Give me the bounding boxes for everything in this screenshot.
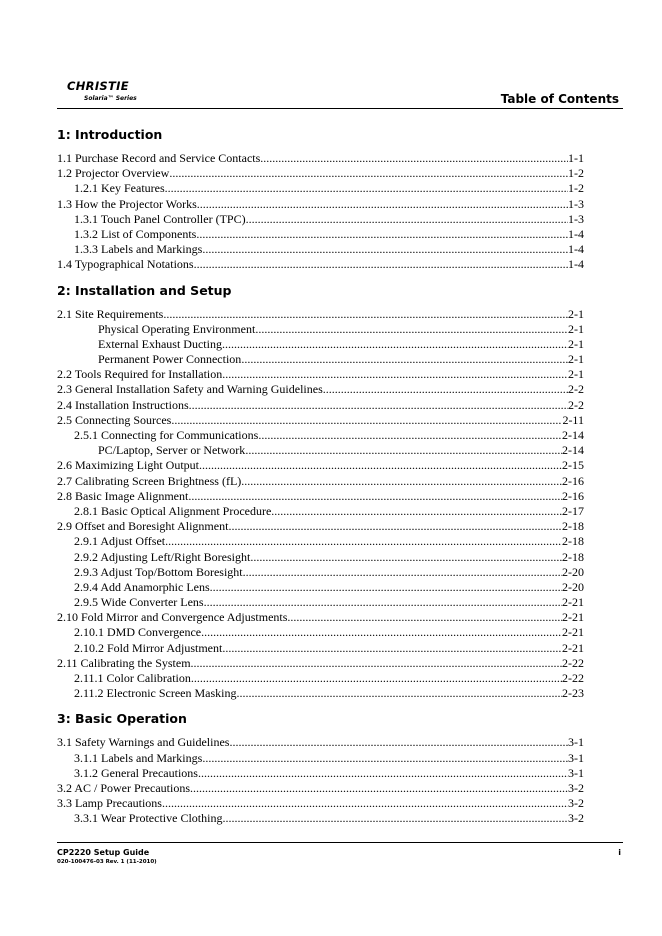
toc-entry[interactable] — [57, 504, 584, 519]
toc-entry-title: 1.3 How the Projector Works — [57, 196, 197, 211]
toc-entry-title: 2.7 Calibrating Screen Brightness (fL) — [57, 473, 242, 488]
toc-entry-title: 2.11.1 Color Calibration — [74, 671, 191, 685]
toc-entry-title: 2.5.1 Connecting for Communications — [74, 428, 259, 442]
toc-entry-page: 2-18 — [562, 519, 584, 534]
toc-entry-title: 2.4 Installation Instructions — [57, 397, 189, 412]
toc-entry[interactable] — [57, 534, 584, 549]
toc-entry[interactable] — [57, 227, 584, 242]
toc-entry-title: 3.2 AC / Power Precautions — [57, 780, 190, 795]
toc-entry-title: 1.3.1 Touch Panel Controller (TPC) — [74, 211, 246, 226]
toc-entry-page: 2-15 — [562, 458, 584, 473]
toc-entry[interactable] — [57, 413, 584, 428]
toc-entry[interactable] — [57, 735, 584, 750]
toc-entry-title: 2.11.2 Electronic Screen Masking — [74, 686, 237, 701]
toc-entry[interactable] — [57, 550, 584, 565]
toc-entry-page: 2-18 — [562, 534, 584, 549]
toc-entry-page: 3-2 — [568, 796, 584, 811]
toc-entry-title: 1.2.1 Key Features — [74, 181, 165, 196]
toc-entry[interactable] — [57, 781, 584, 796]
toc-entry-title: 3.3 Lamp Precautions — [57, 796, 162, 811]
dot-leader — [241, 352, 568, 367]
dot-leader — [169, 166, 568, 181]
toc-entry[interactable] — [57, 382, 584, 397]
dot-leader — [287, 610, 562, 625]
toc-entry[interactable] — [57, 766, 584, 781]
toc-entry-title: 2.6 Maximizing Light Output — [57, 458, 199, 473]
section-heading: 2: Installation and Setup — [57, 282, 232, 298]
toc-entry-page: 2-17 — [562, 503, 584, 518]
document-number: 020-100476-03 Rev. 1 (11-2010) — [57, 859, 157, 865]
toc-entry-page: 1-3 — [568, 196, 584, 211]
dot-leader — [210, 580, 562, 595]
toc-entry[interactable] — [57, 796, 584, 811]
dot-leader — [250, 550, 562, 565]
toc-entry[interactable] — [57, 197, 584, 212]
toc-entry-title: PC/Laptop, Server or Network — [98, 443, 246, 458]
toc-entry[interactable] — [57, 166, 584, 181]
header-divider — [57, 108, 623, 109]
toc-entry-page: 2-16 — [562, 488, 584, 503]
toc-entry-page: 2-1 — [568, 336, 584, 351]
dot-leader — [198, 766, 568, 781]
toc-entry-page: 3-2 — [568, 780, 584, 795]
toc-entry-page: 2-1 — [568, 367, 584, 382]
toc-entry[interactable] — [57, 242, 584, 257]
toc-entry-page: 2-18 — [562, 549, 584, 564]
toc-entry[interactable] — [57, 519, 584, 534]
toc-entry-page: 2-14 — [562, 443, 584, 458]
toc-entry-title: 1.4 Typographical Notations — [57, 257, 194, 272]
toc-entry-title: Physical Operating Environment — [98, 321, 256, 336]
dot-leader — [171, 413, 562, 428]
toc-entry[interactable] — [57, 656, 584, 671]
toc-entry[interactable] — [57, 443, 584, 458]
toc-entry[interactable] — [57, 580, 584, 595]
toc-entry-page: 2-21 — [562, 625, 584, 640]
dot-leader — [194, 257, 568, 272]
toc-entry-page: 1-2 — [568, 181, 584, 196]
toc-entry-page: 2-23 — [562, 686, 584, 701]
toc-entry[interactable] — [57, 625, 584, 640]
toc-entry-title: 1.3.3 Labels and Markings — [74, 242, 203, 257]
toc-entry-title: 2.8 Basic Image Alignment — [57, 488, 189, 503]
dot-leader — [191, 656, 562, 671]
dot-leader — [258, 428, 562, 443]
table-of-contents — [57, 127, 584, 837]
dot-leader — [222, 367, 568, 382]
toc-entry-page: 1-4 — [568, 226, 584, 241]
toc-entry-page: 2-22 — [562, 671, 584, 685]
toc-entry[interactable] — [57, 671, 584, 686]
toc-entry-page: 2-16 — [562, 473, 584, 488]
toc-entry-page: 1-2 — [568, 166, 584, 181]
toc-entry-title: 1.2 Projector Overview — [57, 166, 170, 181]
dot-leader — [201, 625, 562, 640]
toc-entry-list — [57, 735, 584, 826]
toc-entry-title: 2.9.4 Add Anamorphic Lens — [74, 579, 210, 594]
toc-entry-list — [57, 307, 584, 702]
toc-entry-page: 2-1 — [568, 321, 584, 336]
toc-entry[interactable] — [57, 257, 584, 272]
toc-entry-title: 3.3.1 Wear Protective Clothing — [74, 811, 223, 826]
toc-entry-page: 3-1 — [568, 750, 584, 765]
toc-entry-page: 2-21 — [562, 595, 584, 610]
toc-entry-page: 1-4 — [568, 242, 584, 257]
toc-entry[interactable] — [57, 352, 584, 367]
toc-entry[interactable] — [57, 489, 584, 504]
document-title: CP2220 Setup Guide — [57, 848, 150, 857]
toc-entry-title: 2.1 Site Requirements — [57, 306, 164, 321]
toc-entry-page: 3-1 — [568, 765, 584, 780]
dot-leader — [163, 307, 568, 322]
toc-entry-page: 2-14 — [562, 428, 584, 442]
dot-leader — [271, 504, 562, 519]
section-heading: 1: Introduction — [57, 127, 163, 142]
toc-entry-page: 3-2 — [568, 811, 584, 826]
toc-entry-page: 3-1 — [568, 735, 584, 750]
toc-entry-list — [57, 151, 584, 273]
toc-entry-title: 3.1.2 General Precautions — [74, 765, 198, 780]
toc-entry-page: 2-2 — [568, 397, 584, 412]
dot-leader — [241, 474, 562, 489]
toc-entry[interactable] — [57, 307, 584, 322]
dot-leader — [191, 671, 562, 686]
dot-leader — [197, 197, 568, 212]
toc-entry-page: 1-1 — [568, 151, 584, 165]
toc-entry-page: 2-2 — [568, 382, 584, 397]
toc-entry[interactable] — [57, 212, 584, 227]
dot-leader — [222, 337, 568, 352]
toc-entry-page: 2-20 — [562, 564, 584, 579]
page-header — [57, 76, 623, 109]
toc-entry[interactable] — [57, 686, 584, 701]
toc-entry-page: 2-21 — [562, 610, 584, 625]
dot-leader — [243, 565, 562, 580]
toc-entry[interactable] — [57, 367, 584, 382]
toc-entry[interactable] — [57, 565, 584, 580]
dot-leader — [189, 398, 568, 413]
toc-entry[interactable] — [57, 610, 584, 625]
page-footer — [57, 842, 623, 865]
toc-entry[interactable] — [57, 641, 584, 656]
dot-leader — [237, 686, 562, 701]
toc-entry-page: 2-21 — [562, 640, 584, 655]
dot-leader — [222, 641, 562, 656]
toc-entry[interactable] — [57, 595, 584, 610]
toc-entry-title: External Exhaust Ducting — [98, 336, 222, 351]
toc-entry-page: 2-11 — [562, 412, 584, 427]
toc-entry-page: 1-4 — [568, 257, 584, 272]
toc-entry-page: 2-1 — [568, 306, 584, 321]
page-number: i — [618, 848, 621, 857]
dot-leader — [204, 595, 562, 610]
toc-entry[interactable] — [57, 181, 584, 196]
dot-leader — [245, 443, 562, 458]
toc-entry-page: 2-22 — [562, 655, 584, 670]
dot-leader — [202, 242, 568, 257]
toc-entry[interactable] — [57, 428, 584, 443]
toc-entry-title: 2.10.1 DMD Convergence — [74, 625, 202, 640]
toc-entry-title: 1.3.2 List of Components — [74, 226, 197, 241]
dot-leader — [246, 212, 568, 227]
toc-entry-title: 2.9.3 Adjust Top/Bottom Boresight — [74, 564, 243, 579]
toc-entry-title: 2.8.1 Basic Optical Alignment Procedure — [74, 503, 272, 518]
christie-logo: CHRISTIE — [67, 79, 129, 93]
toc-entry-title: 2.11 Calibrating the System — [57, 655, 191, 670]
dot-leader — [165, 534, 562, 549]
dot-leader — [162, 796, 568, 811]
toc-entry-title: 2.2 Tools Required for Installation — [57, 367, 223, 382]
toc-entry-page: 1-3 — [568, 211, 584, 226]
toc-entry-title: 3.1.1 Labels and Markings — [74, 750, 203, 765]
toc-entry[interactable] — [57, 322, 584, 337]
toc-entry-title: 1.1 Purchase Record and Service Contacts — [57, 151, 261, 165]
toc-entry-title: 2.3 General Installation Safety and Warning Guidelines — [57, 382, 323, 397]
toc-entry-title: 2.5 Connecting Sources — [57, 412, 172, 427]
page-title: Table of Contents — [500, 92, 619, 106]
toc-entry[interactable] — [57, 151, 584, 166]
toc-entry[interactable] — [57, 398, 584, 413]
series-label: Solaria™ Series — [84, 95, 137, 102]
dot-leader — [188, 489, 562, 504]
section-heading: 3: Basic Operation — [57, 711, 187, 727]
dot-leader — [190, 781, 568, 796]
dot-leader — [165, 181, 568, 196]
toc-entry[interactable] — [57, 458, 584, 473]
dot-leader — [222, 811, 568, 826]
dot-leader — [229, 735, 568, 750]
footer-divider — [57, 842, 623, 843]
dot-leader — [196, 227, 568, 242]
toc-entry[interactable] — [57, 751, 584, 766]
dot-leader — [199, 458, 562, 473]
dot-leader — [260, 151, 568, 166]
toc-entry[interactable] — [57, 474, 584, 489]
toc-entry-title: 2.10.2 Fold Mirror Adjustment — [74, 640, 223, 655]
dot-leader — [228, 519, 562, 534]
toc-entry[interactable] — [57, 337, 584, 352]
toc-entry-title: 2.9.5 Wide Converter Lens — [74, 595, 204, 610]
dot-leader — [323, 382, 568, 397]
dot-leader — [202, 751, 568, 766]
toc-entry-title: 2.9.1 Adjust Offset — [74, 534, 166, 549]
toc-entry-title: 2.9 Offset and Boresight Alignment — [57, 519, 229, 534]
toc-entry-title: 3.1 Safety Warnings and Guidelines — [57, 735, 230, 750]
toc-entry-title: Permanent Power Connection — [98, 352, 242, 367]
toc-entry-title: 2.9.2 Adjusting Left/Right Boresight — [74, 549, 251, 564]
toc-entry[interactable] — [57, 811, 584, 826]
toc-entry-page: 2-20 — [562, 579, 584, 594]
dot-leader — [255, 322, 568, 337]
toc-entry-page: 2-1 — [568, 352, 584, 367]
toc-entry-title: 2.10 Fold Mirror and Convergence Adjustments — [57, 610, 288, 625]
